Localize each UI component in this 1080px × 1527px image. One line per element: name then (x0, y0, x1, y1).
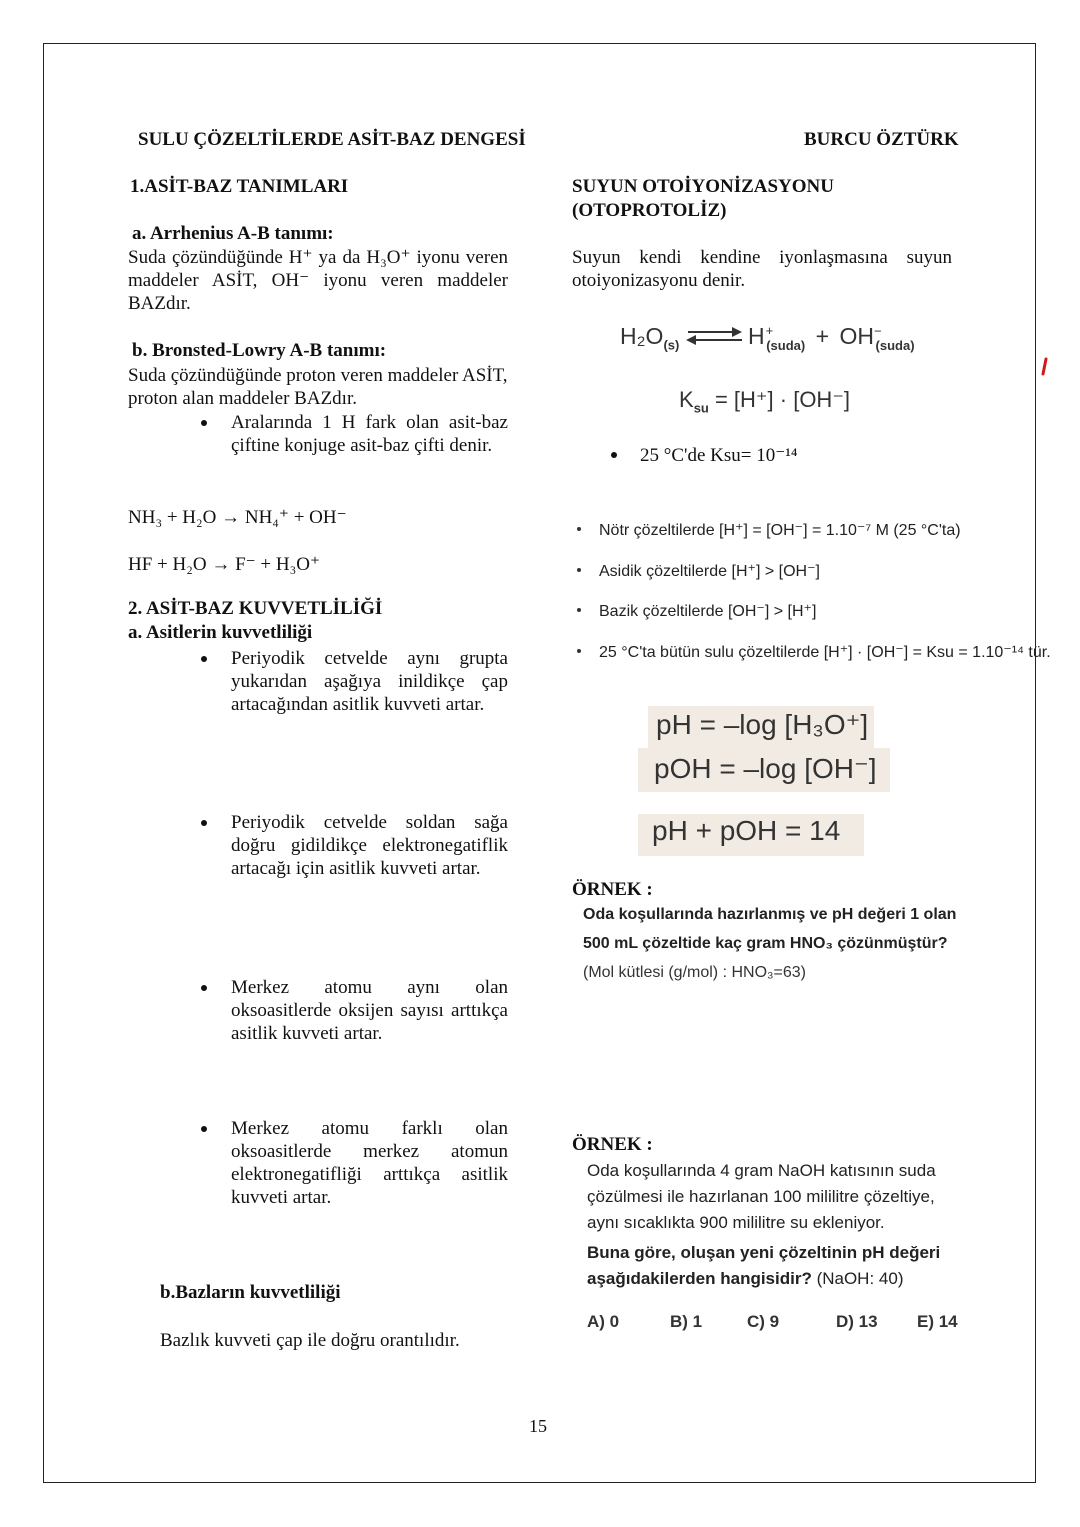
base-strength-heading: b.Bazların kuvvetliliği (160, 1282, 341, 1303)
example-2-line-1: Oda koşullarında 4 gram NaOH katısının suda (587, 1161, 936, 1180)
acid-rule-period: Periyodik cetvelde soldan sağa doğru gidildikçe elektronegatiflik artacağı için asitlik kuvveti artar. (231, 812, 508, 879)
poh-formula: pOH = –log [OH⁻] (654, 753, 877, 784)
acid-rule-group: Periyodik cetvelde aynı grupta yukarıdan aşağıya inildikçe çap artacağından asitlik kuvveti artar. (231, 648, 508, 715)
author-name: BURCU ÖZTÜRK (804, 129, 959, 150)
ksu-expression: $K_{su} = [H^+] \cdot [OH^-]$ (679, 387, 851, 416)
conjugate-pair-note: Aralarında 1 H fark olan asit-baz çiftine konjuge asit-baz çifti denir. (231, 412, 508, 456)
autoionization-text: Suyun kendi kendine iyonlaşmasına suyun otoiyonizasyonu denir. (572, 247, 952, 291)
page-number: 15 (529, 1416, 547, 1436)
example-2-question-line-2: aşağıdakilerden hangisidir? (NaOH: 40) (587, 1269, 904, 1288)
bullet-icon (577, 649, 581, 653)
bullet-icon (201, 985, 207, 991)
bullet-icon (577, 608, 581, 612)
document-title: SULU ÇÖZELTİLERDE ASİT-BAZ DENGESİ (138, 129, 526, 150)
example-2-line-3: aynı sıcaklıkta 900 mililitre su ekleniyor. (587, 1213, 885, 1232)
bullet-icon (577, 568, 581, 572)
bullet-icon (201, 1126, 207, 1132)
equation-hf: HF + H₂O → F⁻ + H₃O⁺ (128, 554, 320, 575)
arrhenius-heading: a. Arrhenius A-B tanımı: (132, 223, 334, 244)
example-2-line-2: çözülmesi ile hazırlanan 100 mililitre çözeltiye, (587, 1187, 935, 1206)
autoprotolysis-heading: (OTOPROTOLİZ) (572, 200, 727, 221)
example-1-line-1: Oda koşullarında hazırlanmış ve pH değeri 1 olan (583, 906, 957, 923)
acid-rule-oxygen: Merkez atomu aynı olan oksoasitlerde oksijen sayısı arttıkça asitlik kuvveti artar. (231, 977, 508, 1044)
basic-solution-note: Bazik çözeltilerde [OH⁻] > [H⁺] (599, 603, 817, 620)
base-strength-text: Bazlık kuvveti çap ile doğru orantılıdır. (160, 1330, 460, 1351)
bullet-icon (577, 527, 581, 531)
example-1-label: ÖRNEK : (572, 879, 653, 900)
equilibrium-arrows-icon (684, 325, 746, 347)
example-1-molar-mass: (Mol kütlesi (g/mol) : HNO₃=63) (583, 964, 807, 981)
hydrogen-ion-formula: $H^+_{(suda)} + OH^-_{(suda)}$ (748, 323, 915, 353)
ph-poh-sum-formula: pH + pOH = 14 (652, 815, 841, 846)
water-formula: $H_2O_{(s)}$ (620, 323, 680, 353)
equation-ammonia: NH₃ + H₂O → NH₄⁺ + OH⁻ (128, 507, 347, 528)
option-d: D) 13 (836, 1312, 878, 1331)
red-pen-mark (1038, 357, 1050, 377)
autoionization-heading: SUYUN OTOİYONİZASYONU (572, 176, 835, 197)
neutral-solution-note: Nötr çözeltilerde [H⁺] = [OH⁻] = 1.10⁻⁷ M (25 °C'ta) (599, 522, 961, 539)
example-1-line-2: 500 mL çözeltide kaç gram HNO₃ çözünmüştür? (583, 935, 948, 952)
example-2-question-line-1: Buna göre, oluşan yeni çözeltinin pH değeri (587, 1243, 941, 1262)
bronsted-heading: b. Bronsted-Lowry A-B tanımı: (132, 340, 387, 361)
option-b: B) 1 (670, 1312, 703, 1331)
acid-strength-heading: a. Asitlerin kuvvetliliği (128, 622, 313, 643)
acidic-solution-note: Asidik çözeltilerde [H⁺] > [OH⁻] (599, 563, 820, 580)
water-constant-note: 25 °C'ta bütün sulu çözeltilerde [H⁺] · [OH⁻] = Ksu = 1.10⁻¹⁴ tür. (599, 644, 1051, 661)
section-heading-strength: 2. ASİT-BAZ KUVVETLİLİĞİ (128, 598, 383, 619)
ph-formula: pH = –log [H₃O⁺] (656, 709, 869, 740)
section-heading-definitions: 1.ASİT-BAZ TANIMLARI (130, 176, 349, 197)
option-c: C) 9 (747, 1312, 780, 1331)
bullet-icon (611, 452, 617, 458)
bullet-icon (201, 656, 207, 662)
bullet-icon (201, 820, 207, 826)
bronsted-text: Suda çözündüğünde proton veren maddeler ASİT, proton alan maddeler BAZdır. (128, 365, 508, 409)
bullet-icon (201, 420, 207, 426)
acid-rule-central-atom: Merkez atomu farklı olan oksoasitlerde merkez atomun elektronegatifliği arttıkça asitlik kuvveti artar. (231, 1118, 508, 1208)
arrhenius-text: Suda çözündüğünde H⁺ ya da H₃O⁺ iyonu veren maddeler ASİT, OH⁻ iyonu veren maddeler BAZdır. (128, 247, 508, 314)
option-a: A) 0 (587, 1312, 620, 1331)
example-2-label: ÖRNEK : (572, 1134, 653, 1155)
option-e: E) 14 (917, 1312, 958, 1331)
ksu-value-at-25c: 25 °C'de Ksu= 10⁻¹⁴ (640, 445, 798, 466)
